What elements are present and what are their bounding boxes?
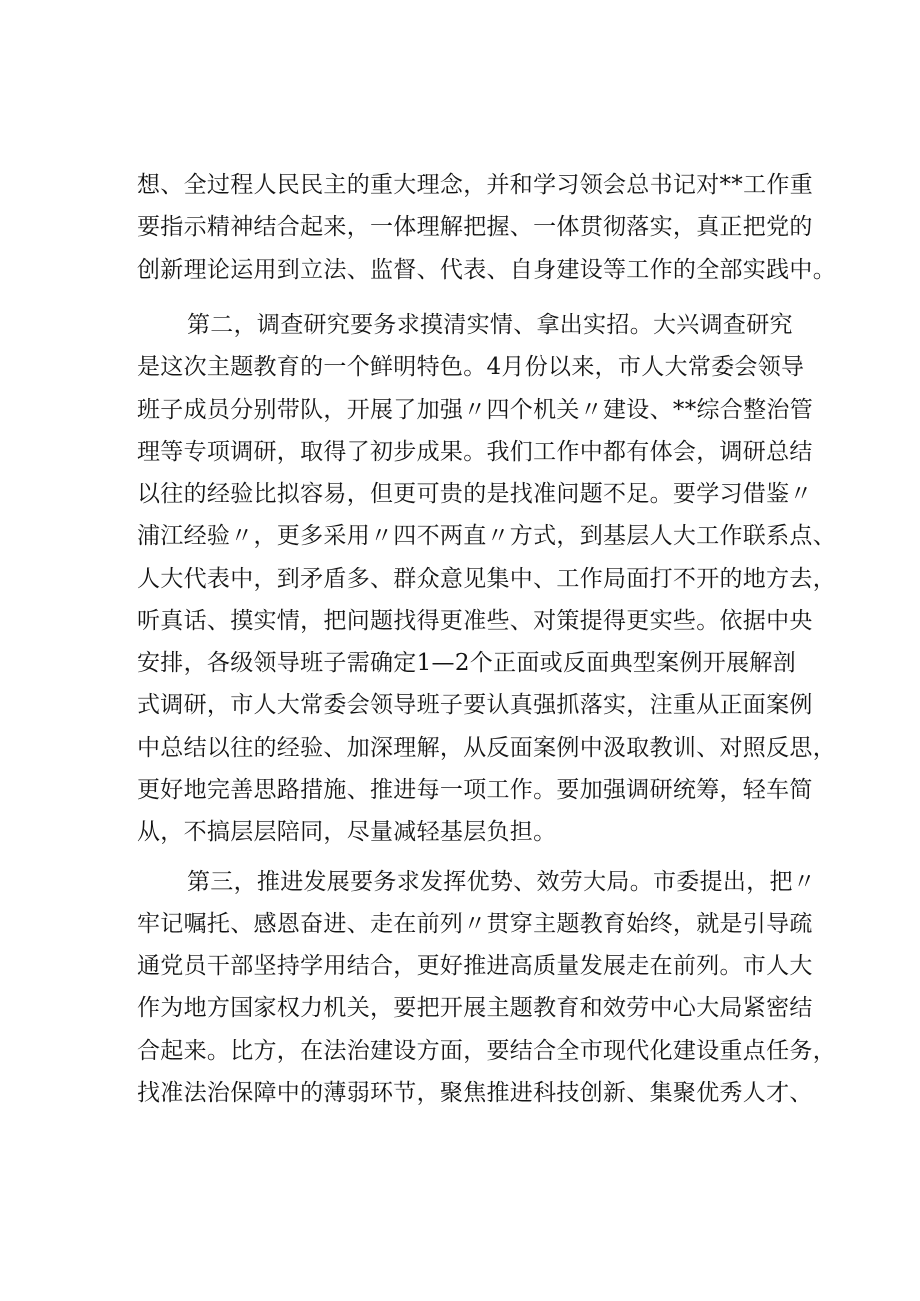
- text-line: 安排，各级领导班子需确定1—2个正面或反面典型案例开展解剖: [137, 650, 796, 676]
- text-line: 理等专项调研，取得了初步成果。我们工作中都有体会，调研总结: [137, 439, 813, 465]
- text-line: 听真话、摸实情，把问题找得更准些、对策提得更实些。依据中央: [137, 608, 813, 634]
- text-line: 人大代表中，到矛盾多、群众意见集中、工作局面打不开的地方去，: [137, 566, 836, 592]
- text-line: 式调研，市人大常委会领导班子要认真强抓落实，注重从正面案例: [137, 692, 813, 718]
- text-line: 以往的经验比拟容易，但更可贵的是找准问题不足。要学习借鉴〃: [137, 481, 813, 507]
- text-line: 从，不搞层层陪同，尽量减轻基层负担。: [137, 819, 557, 845]
- text-line: 是这次主题教育的一个鲜明特色。4月份以来，市人大常委会领导: [137, 354, 805, 380]
- text-line: 牢记嘱托、感恩奋进、走在前列〃贯穿主题教育始终，就是引导疏: [137, 911, 813, 937]
- text-line: 合起来。比方，在法治建设方面，要结合全市现代化建设重点任务，: [137, 1038, 836, 1064]
- text-line: 中总结以往的经验、加深理解，从反面案例中汲取教训、对照反思，: [137, 735, 836, 761]
- text-line: 找准法治保障中的薄弱环节，聚焦推进科技创新、集聚优秀人才、: [137, 1080, 813, 1106]
- text-line: 更好地完善思路措施、推进每一项工作。要加强调研统筹，轻车简: [137, 777, 813, 803]
- text-line: 班子成员分别带队，开展了加强〃四个机关〃建设、**综合整治管: [137, 397, 813, 423]
- text-line: 创新理论运用到立法、监督、代表、自身建设等工作的全部实践中。: [137, 257, 836, 283]
- text-line: 通党员干部坚持学用结合，更好推进高质量发展走在前列。市人大: [137, 953, 813, 979]
- paragraph-2-start: 第二，调查研究要务求摸清实情、拿出实招。大兴调查研究: [187, 312, 793, 338]
- text-line: 作为地方国家权力机关，要把开展主题教育和效劳中心大局紧密结: [137, 995, 813, 1021]
- text-line: 要指示精神结合起来，一体理解把握、一体贯彻落实，真正把党的: [137, 214, 813, 240]
- text-line: 浦江经验〃，更多采用〃四不两直〃方式，到基层人大工作联系点、: [137, 523, 836, 549]
- paragraph-3-start: 第三，推进发展要务求发挥优势、效劳大局。市委提出，把〃: [187, 869, 817, 895]
- text-line: 想、全过程人民民主的重大理念，并和学习领会总书记对**工作重: [137, 172, 813, 198]
